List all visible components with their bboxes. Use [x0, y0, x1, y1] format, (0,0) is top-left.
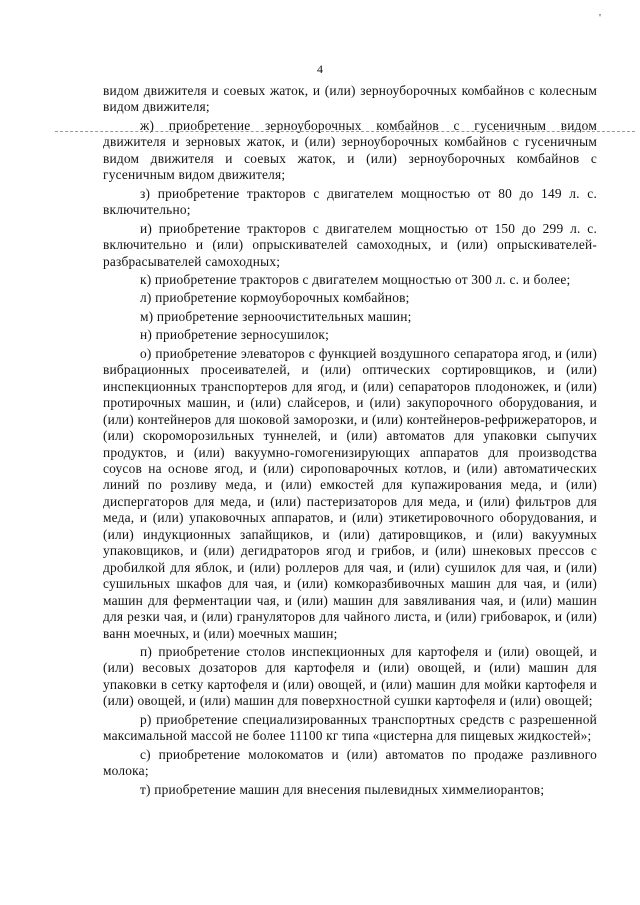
page-number: 4: [317, 62, 323, 76]
list-item-n: н) приобретение зерносушилок;: [140, 327, 330, 343]
list-item-s: с) приобретение молокоматов и (или) автоматов по продаже разливного молока;: [103, 746, 597, 779]
list-item-i: и) приобретение тракторов с двигателем мощностью от 150 до 299 л. с. включительно и (или) опрыскивателей самоходных, и (или) опрыскивателей-разбрасывателей самоходных;: [103, 220, 597, 269]
list-item-o: о) приобретение элеваторов с функцией воздушного сепаратора ягод, и (или) вибрационных просеивателей, и (или) оптических сортировщиков, и (или) инспекционных транспортеров для ягод, и (или) сепараторов плодоножек, и (или) протирочных машин, и (или) слайсеров, и (или) закупорочного оборудования, и (или) контейнеров для шоковой заморозки, и (или) контейнеров-рефрижераторов, и (или) скороморозильных туннелей, и (или) автоматов для упаковки сыпучих продуктов, и (или) вакуумно-гомогенизирующих аппаратов для производства соусов на основе ягод, и (или) сироповарочных котлов, и (или) автоматических линий по розливу меда, и (или) емкостей для купажирования меда, и (или) диспергаторов для меда, и (или) пастеризаторов для меда, и (или) фильтров для меда, и (или) упаковочных аппаратов, и (или) этикетировочного оборудования, и (или) индукционных запайщиков, и (или) датировщиков, и (или) вакуумных упаковщиков, и (или) дегидраторов ягод и грибов, и (или) шнековых прессов с дробилкой для яблок, и (или) роллеров для чая, и (или) сушилок для чая, и (или) сушильных шкафов для чая, и (или) комкоразбивочных машин для чая, и (или) машин для ферментации чая, и (или) машин для завяливания чая, и (или) машин для резки чая, и (или) грануляторов для чайного листа, и (или) грибоварок, и (или) ванн моечных, и (или) моечных машин;: [103, 345, 597, 641]
list-item-k: к) приобретение тракторов с двигателем мощностью от 300 л. с. и более;: [140, 271, 571, 287]
list-item-zh: ж) приобретение зерноуборочных комбайнов с гусеничным видом движителя и зерновых жаток, и (или) зерноуборочных комбайнов с гусеничным видом движителя и соевых жаток, и (или) зерноуборочных комбайнов с гусеничным видом движителя;: [103, 117, 597, 183]
list-item-l: л) приобретение кормоуборочных комбайнов;: [140, 290, 410, 306]
list-item-t: т) приобретение машин для внесения пылевидных химмелиорантов;: [140, 781, 545, 797]
list-item-r: р) приобретение специализированных транспортных средств с разрешенной максимальной массой не более 11100 кг типа «цистерна для пищевых жидкостей»;: [103, 711, 597, 744]
list-item-p: п) приобретение столов инспекционных для картофеля и (или) овощей, и (или) весовых дозаторов для картофеля и (или) овощей, и (или) машин для упаковки в сетку картофеля и (или) овощей, и (или) машин для мойки картофеля и (или) овощей, и (или) машин для поверхностной сушки картофеля и (или) овощей;: [103, 643, 597, 709]
corner-mark: ': [599, 12, 601, 24]
paragraph-continuation: видом движителя и соевых жаток, и (или) зерноуборочных комбайнов с колесным видом движителя;: [103, 83, 597, 115]
list-item-m: м) приобретение зерноочистительных машин;: [140, 308, 412, 324]
document-body: [103, 83, 597, 798]
list-item-z: з) приобретение тракторов с двигателем мощностью от 80 до 149 л. с. включительно;: [103, 185, 597, 218]
